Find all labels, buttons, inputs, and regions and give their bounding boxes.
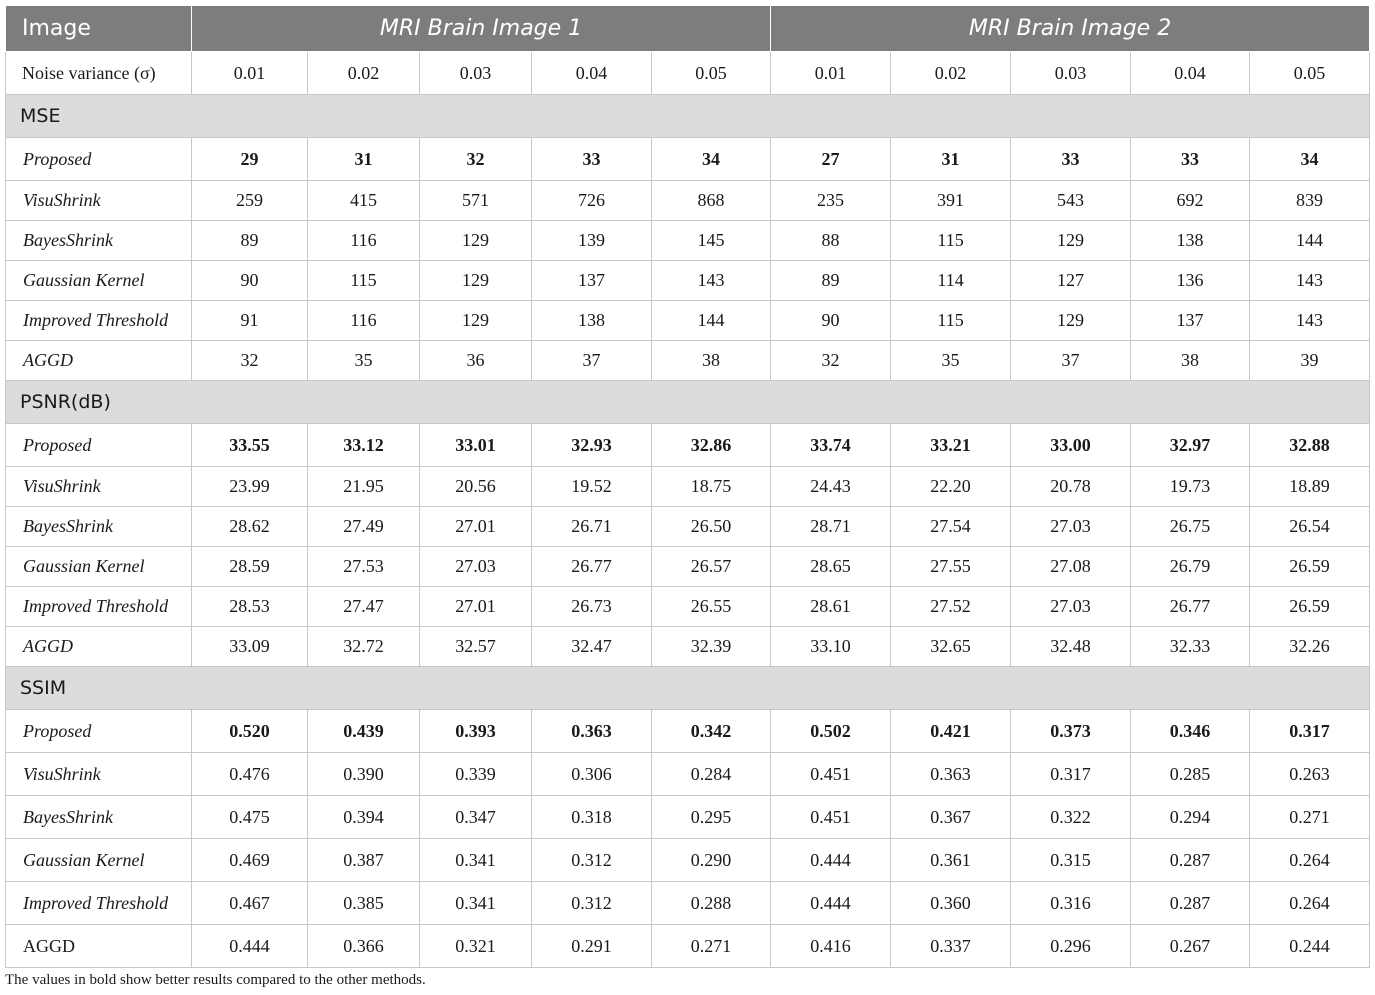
metric-value: 37 xyxy=(532,341,652,381)
metric-value: 26.59 xyxy=(1250,587,1370,627)
metric-value: 0.244 xyxy=(1250,925,1370,968)
table-footnote: The values in bold show better results compared to the other methods. xyxy=(5,972,426,988)
table-row xyxy=(6,138,1370,181)
metric-value: 18.75 xyxy=(652,467,771,507)
metric-value: 0.502 xyxy=(771,710,891,753)
method-name: BayesShrink xyxy=(6,221,192,261)
metric-value: 0.347 xyxy=(420,796,532,839)
metric-value: 31 xyxy=(891,138,1011,181)
table-row xyxy=(6,587,1370,627)
noise-variance-label: Noise variance (σ) xyxy=(6,52,192,95)
metric-value: 36 xyxy=(420,341,532,381)
metric-value: 692 xyxy=(1131,181,1250,221)
metric-value: 0.387 xyxy=(308,839,420,882)
metric-value: 0.315 xyxy=(1011,839,1131,882)
metric-value: 39 xyxy=(1250,341,1370,381)
metric-value: 32.93 xyxy=(532,424,652,467)
metric-value: 129 xyxy=(1011,221,1131,261)
metric-value: 90 xyxy=(771,301,891,341)
metric-value: 27.52 xyxy=(891,587,1011,627)
metric-value: 28.59 xyxy=(192,547,308,587)
metric-value: 32.33 xyxy=(1131,627,1250,667)
metric-value: 19.73 xyxy=(1131,467,1250,507)
image-column-header: Image xyxy=(6,6,192,52)
section-title: PSNR(dB) xyxy=(6,381,1370,424)
metric-value: 143 xyxy=(652,261,771,301)
table-row xyxy=(6,796,1370,839)
metric-value: 0.287 xyxy=(1131,839,1250,882)
metric-value: 0.316 xyxy=(1011,882,1131,925)
metric-value: 0.264 xyxy=(1250,882,1370,925)
metric-value: 129 xyxy=(420,221,532,261)
metric-value: 89 xyxy=(771,261,891,301)
metric-value: 0.267 xyxy=(1131,925,1250,968)
metric-value: 27.54 xyxy=(891,507,1011,547)
noise-variance-value: 0.03 xyxy=(1011,52,1131,95)
noise-variance-value: 0.05 xyxy=(652,52,771,95)
metric-value: 26.77 xyxy=(1131,587,1250,627)
noise-variance-value: 0.05 xyxy=(1250,52,1370,95)
metric-value: 0.312 xyxy=(532,882,652,925)
metric-value: 0.290 xyxy=(652,839,771,882)
metric-value: 26.50 xyxy=(652,507,771,547)
metric-value: 28.65 xyxy=(771,547,891,587)
metric-value: 0.284 xyxy=(652,753,771,796)
metric-value: 23.99 xyxy=(192,467,308,507)
metric-value: 32 xyxy=(771,341,891,381)
metric-value: 137 xyxy=(1131,301,1250,341)
noise-variance-row xyxy=(6,52,1370,95)
metric-value: 235 xyxy=(771,181,891,221)
method-name: Improved Threshold xyxy=(6,301,192,341)
metric-value: 0.361 xyxy=(891,839,1011,882)
metric-value: 27.03 xyxy=(420,547,532,587)
metric-value: 33.10 xyxy=(771,627,891,667)
metric-value: 115 xyxy=(891,221,1011,261)
metric-value: 28.53 xyxy=(192,587,308,627)
metric-value: 33.74 xyxy=(771,424,891,467)
table-row xyxy=(6,882,1370,925)
metric-value: 0.295 xyxy=(652,796,771,839)
metric-value: 0.476 xyxy=(192,753,308,796)
metric-value: 26.59 xyxy=(1250,547,1370,587)
metric-value: 0.390 xyxy=(308,753,420,796)
metric-value: 0.342 xyxy=(652,710,771,753)
metric-value: 0.444 xyxy=(771,882,891,925)
metric-value: 129 xyxy=(420,301,532,341)
metric-value: 0.451 xyxy=(771,796,891,839)
metric-value: 19.52 xyxy=(532,467,652,507)
metric-value: 143 xyxy=(1250,261,1370,301)
metric-value: 145 xyxy=(652,221,771,261)
metric-value: 0.416 xyxy=(771,925,891,968)
metric-value: 28.71 xyxy=(771,507,891,547)
metric-value: 0.263 xyxy=(1250,753,1370,796)
metric-value: 24.43 xyxy=(771,467,891,507)
metric-value: 34 xyxy=(652,138,771,181)
metric-value: 0.346 xyxy=(1131,710,1250,753)
metric-value: 0.520 xyxy=(192,710,308,753)
metric-value: 0.317 xyxy=(1011,753,1131,796)
metric-value: 0.475 xyxy=(192,796,308,839)
metric-value: 26.57 xyxy=(652,547,771,587)
metric-value: 144 xyxy=(1250,221,1370,261)
table-row xyxy=(6,753,1370,796)
table-row xyxy=(6,341,1370,381)
method-name: Gaussian Kernel xyxy=(6,547,192,587)
metric-value: 33.00 xyxy=(1011,424,1131,467)
metric-value: 571 xyxy=(420,181,532,221)
metric-value: 415 xyxy=(308,181,420,221)
metric-value: 0.393 xyxy=(420,710,532,753)
metric-value: 32.57 xyxy=(420,627,532,667)
noise-variance-value: 0.04 xyxy=(532,52,652,95)
metric-value: 116 xyxy=(308,221,420,261)
metric-value: 0.341 xyxy=(420,839,532,882)
metric-value: 137 xyxy=(532,261,652,301)
table-row xyxy=(6,261,1370,301)
metric-value: 115 xyxy=(891,301,1011,341)
table-row xyxy=(6,301,1370,341)
metric-value: 18.89 xyxy=(1250,467,1370,507)
metric-value: 26.77 xyxy=(532,547,652,587)
metric-value: 0.451 xyxy=(771,753,891,796)
metric-value: 28.61 xyxy=(771,587,891,627)
metric-value: 91 xyxy=(192,301,308,341)
metric-value: 33.12 xyxy=(308,424,420,467)
method-name: BayesShrink xyxy=(6,796,192,839)
metric-value: 27.08 xyxy=(1011,547,1131,587)
metric-value: 32.26 xyxy=(1250,627,1370,667)
metric-value: 34 xyxy=(1250,138,1370,181)
metric-value: 27 xyxy=(771,138,891,181)
table-row xyxy=(6,925,1370,968)
metric-value: 27.01 xyxy=(420,507,532,547)
metric-value: 0.321 xyxy=(420,925,532,968)
metric-value: 27.53 xyxy=(308,547,420,587)
metric-value: 0.469 xyxy=(192,839,308,882)
metric-value: 32.86 xyxy=(652,424,771,467)
metric-value: 26.54 xyxy=(1250,507,1370,547)
table-row xyxy=(6,507,1370,547)
metric-value: 0.385 xyxy=(308,882,420,925)
metric-value: 543 xyxy=(1011,181,1131,221)
metric-value: 0.337 xyxy=(891,925,1011,968)
metric-value: 0.312 xyxy=(532,839,652,882)
method-name: Proposed xyxy=(6,424,192,467)
results-table xyxy=(5,5,1370,968)
metric-value: 27.03 xyxy=(1011,587,1131,627)
metric-value: 0.285 xyxy=(1131,753,1250,796)
metric-value: 32.97 xyxy=(1131,424,1250,467)
metric-value: 0.341 xyxy=(420,882,532,925)
table-row xyxy=(6,627,1370,667)
metric-value: 868 xyxy=(652,181,771,221)
group-header-image-1: MRI Brain Image 1 xyxy=(192,6,771,52)
table-header-row xyxy=(6,6,1370,52)
section-header-row xyxy=(6,381,1370,424)
method-name: Improved Threshold xyxy=(6,587,192,627)
section-title: MSE xyxy=(6,95,1370,138)
method-name: AGGD xyxy=(6,925,192,968)
metric-value: 0.317 xyxy=(1250,710,1370,753)
metric-value: 33 xyxy=(532,138,652,181)
metric-value: 0.467 xyxy=(192,882,308,925)
metric-value: 0.271 xyxy=(1250,796,1370,839)
metric-value: 0.296 xyxy=(1011,925,1131,968)
metric-value: 26.73 xyxy=(532,587,652,627)
metric-value: 0.439 xyxy=(308,710,420,753)
metric-value: 0.318 xyxy=(532,796,652,839)
metric-value: 259 xyxy=(192,181,308,221)
metric-value: 0.306 xyxy=(532,753,652,796)
metric-value: 0.264 xyxy=(1250,839,1370,882)
metric-value: 35 xyxy=(308,341,420,381)
metric-value: 89 xyxy=(192,221,308,261)
method-name: AGGD xyxy=(6,341,192,381)
metric-value: 35 xyxy=(891,341,1011,381)
metric-value: 33 xyxy=(1011,138,1131,181)
metric-value: 0.288 xyxy=(652,882,771,925)
metric-value: 0.444 xyxy=(771,839,891,882)
metric-value: 33.55 xyxy=(192,424,308,467)
table-row xyxy=(6,181,1370,221)
noise-variance-value: 0.02 xyxy=(308,52,420,95)
metric-value: 136 xyxy=(1131,261,1250,301)
metric-value: 26.71 xyxy=(532,507,652,547)
noise-variance-value: 0.01 xyxy=(192,52,308,95)
metric-value: 21.95 xyxy=(308,467,420,507)
noise-variance-value: 0.01 xyxy=(771,52,891,95)
metric-value: 138 xyxy=(532,301,652,341)
metric-value: 90 xyxy=(192,261,308,301)
metric-value: 0.287 xyxy=(1131,882,1250,925)
metric-value: 27.49 xyxy=(308,507,420,547)
table-row xyxy=(6,547,1370,587)
metric-value: 0.294 xyxy=(1131,796,1250,839)
method-name: VisuShrink xyxy=(6,753,192,796)
noise-variance-value: 0.04 xyxy=(1131,52,1250,95)
method-name: Gaussian Kernel xyxy=(6,261,192,301)
metric-value: 33.01 xyxy=(420,424,532,467)
metric-value: 27.01 xyxy=(420,587,532,627)
metric-value: 32 xyxy=(420,138,532,181)
metric-value: 88 xyxy=(771,221,891,261)
section-title: SSIM xyxy=(6,667,1370,710)
table-body xyxy=(6,52,1370,968)
metric-value: 29 xyxy=(192,138,308,181)
metric-value: 27.55 xyxy=(891,547,1011,587)
metric-value: 32.65 xyxy=(891,627,1011,667)
metric-value: 129 xyxy=(1011,301,1131,341)
section-header-row xyxy=(6,667,1370,710)
metric-value: 0.339 xyxy=(420,753,532,796)
metric-value: 144 xyxy=(652,301,771,341)
group-header-image-2: MRI Brain Image 2 xyxy=(771,6,1370,52)
metric-value: 26.55 xyxy=(652,587,771,627)
metric-value: 32.39 xyxy=(652,627,771,667)
metric-value: 20.56 xyxy=(420,467,532,507)
metric-value: 32.47 xyxy=(532,627,652,667)
metric-value: 27.03 xyxy=(1011,507,1131,547)
table-row xyxy=(6,467,1370,507)
metric-value: 0.322 xyxy=(1011,796,1131,839)
metric-value: 32.88 xyxy=(1250,424,1370,467)
method-name: AGGD xyxy=(6,627,192,667)
metric-value: 27.47 xyxy=(308,587,420,627)
method-name: VisuShrink xyxy=(6,467,192,507)
metric-value: 0.421 xyxy=(891,710,1011,753)
metric-value: 839 xyxy=(1250,181,1370,221)
table-row xyxy=(6,221,1370,261)
metric-value: 0.291 xyxy=(532,925,652,968)
noise-variance-value: 0.02 xyxy=(891,52,1011,95)
method-name: Gaussian Kernel xyxy=(6,839,192,882)
results-table-container xyxy=(5,5,1369,968)
table-row xyxy=(6,839,1370,882)
metric-value: 726 xyxy=(532,181,652,221)
metric-value: 33 xyxy=(1131,138,1250,181)
section-header-row xyxy=(6,95,1370,138)
metric-value: 0.394 xyxy=(308,796,420,839)
metric-value: 28.62 xyxy=(192,507,308,547)
method-name: BayesShrink xyxy=(6,507,192,547)
metric-value: 391 xyxy=(891,181,1011,221)
metric-value: 0.444 xyxy=(192,925,308,968)
metric-value: 33.09 xyxy=(192,627,308,667)
metric-value: 0.373 xyxy=(1011,710,1131,753)
metric-value: 32.48 xyxy=(1011,627,1131,667)
metric-value: 32.72 xyxy=(308,627,420,667)
metric-value: 20.78 xyxy=(1011,467,1131,507)
metric-value: 37 xyxy=(1011,341,1131,381)
metric-value: 26.79 xyxy=(1131,547,1250,587)
table-row xyxy=(6,424,1370,467)
method-name: Proposed xyxy=(6,138,192,181)
metric-value: 138 xyxy=(1131,221,1250,261)
noise-variance-value: 0.03 xyxy=(420,52,532,95)
metric-value: 139 xyxy=(532,221,652,261)
metric-value: 33.21 xyxy=(891,424,1011,467)
metric-value: 0.271 xyxy=(652,925,771,968)
metric-value: 22.20 xyxy=(891,467,1011,507)
metric-value: 26.75 xyxy=(1131,507,1250,547)
metric-value: 31 xyxy=(308,138,420,181)
metric-value: 0.367 xyxy=(891,796,1011,839)
metric-value: 115 xyxy=(308,261,420,301)
metric-value: 127 xyxy=(1011,261,1131,301)
metric-value: 129 xyxy=(420,261,532,301)
metric-value: 0.366 xyxy=(308,925,420,968)
method-name: Proposed xyxy=(6,710,192,753)
metric-value: 114 xyxy=(891,261,1011,301)
method-name: Improved Threshold xyxy=(6,882,192,925)
method-name: VisuShrink xyxy=(6,181,192,221)
metric-value: 0.360 xyxy=(891,882,1011,925)
metric-value: 0.363 xyxy=(891,753,1011,796)
table-row xyxy=(6,710,1370,753)
metric-value: 0.363 xyxy=(532,710,652,753)
metric-value: 38 xyxy=(652,341,771,381)
metric-value: 32 xyxy=(192,341,308,381)
metric-value: 116 xyxy=(308,301,420,341)
metric-value: 143 xyxy=(1250,301,1370,341)
metric-value: 38 xyxy=(1131,341,1250,381)
